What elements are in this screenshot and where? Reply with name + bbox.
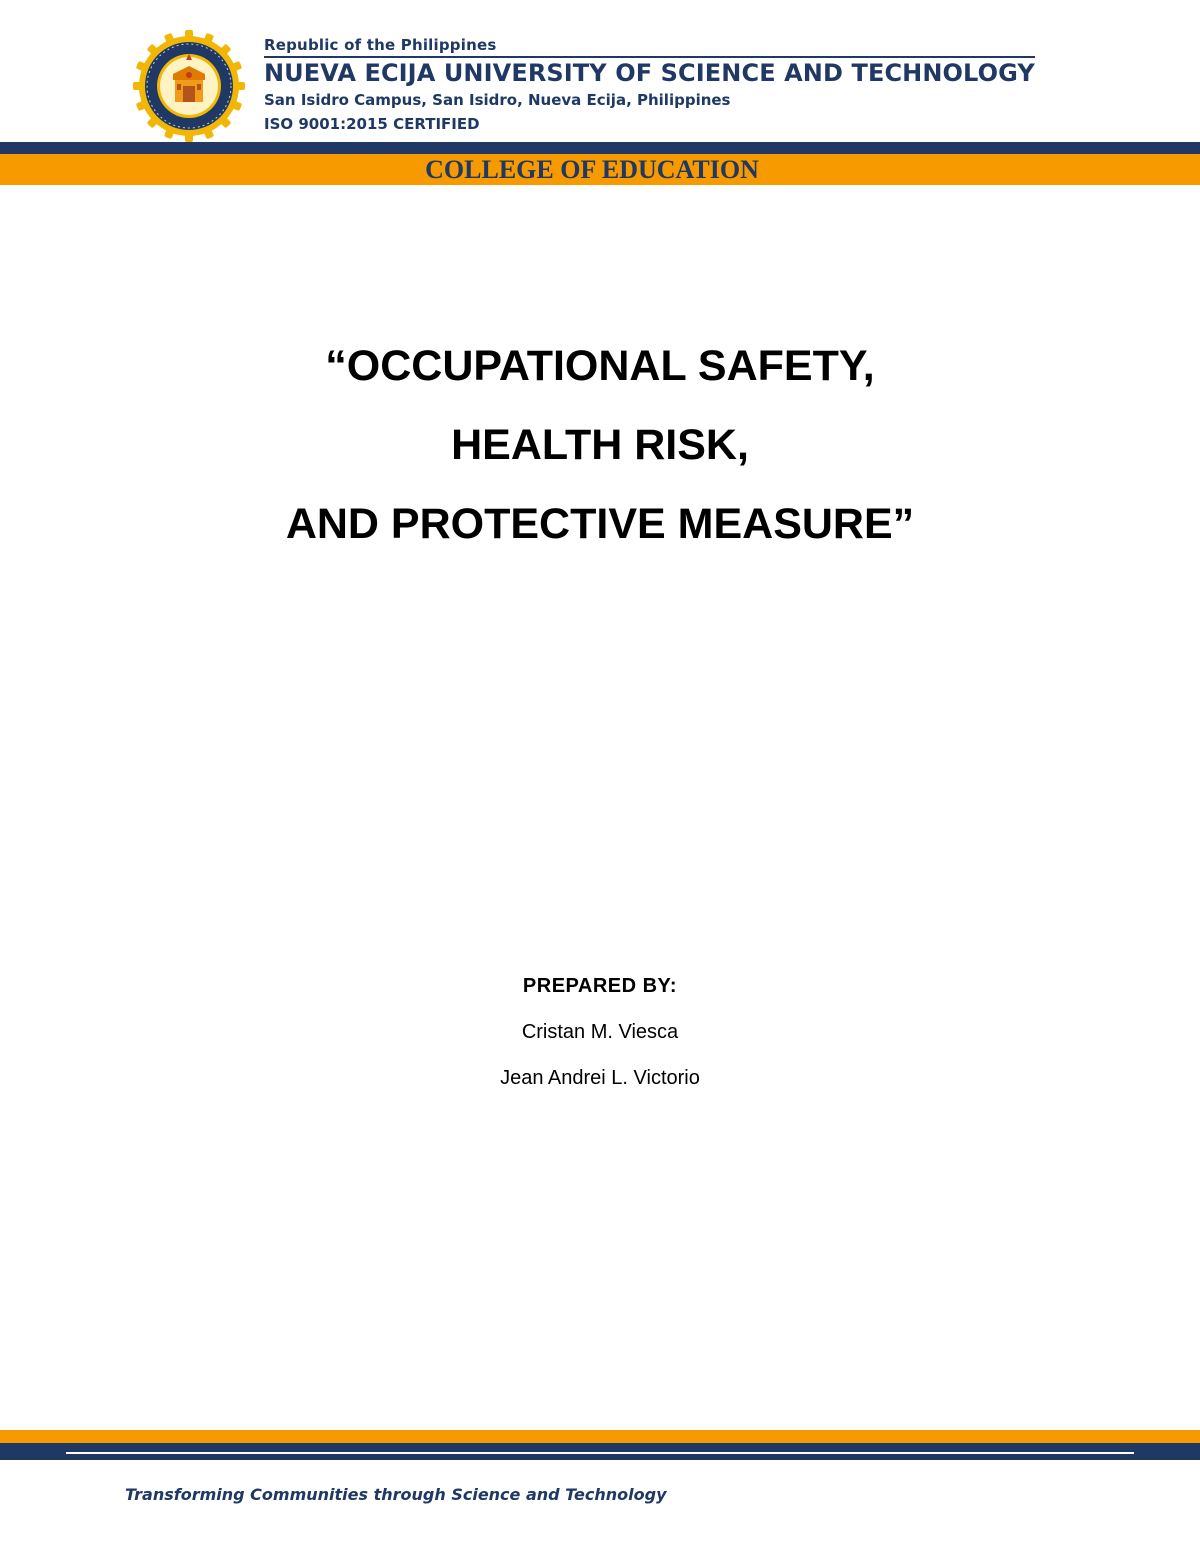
footer-motto: Transforming Communities through Science and Technology	[125, 1485, 667, 1504]
college-name: COLLEGE OF EDUCATION	[425, 155, 759, 184]
title-line-1: “OCCUPATIONAL SAFETY,	[325, 342, 875, 390]
author-name: Cristan M. Viesca	[521, 1021, 679, 1043]
footer-orange-band	[0, 1430, 1200, 1443]
prepared-by-label: PREPARED BY:	[522, 975, 678, 997]
republic-label: Republic of the Philippines	[264, 36, 497, 54]
university-name: NUEVA ECIJA UNIVERSITY OF SCIENCE AND TECHNOLOGY	[264, 56, 1035, 88]
iso-certification: ISO 9001:2015 CERTIFIED	[264, 115, 480, 133]
university-seal-logo	[133, 30, 245, 142]
author-name: Jean Andrei L. Victorio	[500, 1067, 700, 1089]
header-navy-band	[0, 142, 1200, 154]
document-title	[0, 327, 1200, 564]
title-line-3: AND PROTECTIVE MEASURE”	[285, 500, 915, 548]
campus-address: San Isidro Campus, San Isidro, Nueva Ecija, Philippines	[264, 91, 731, 109]
prepared-by-section	[0, 973, 1200, 1092]
title-line-2: HEALTH RISK,	[451, 421, 749, 469]
letterhead-text	[264, 34, 1035, 137]
footer-divider-line	[66, 1452, 1134, 1454]
